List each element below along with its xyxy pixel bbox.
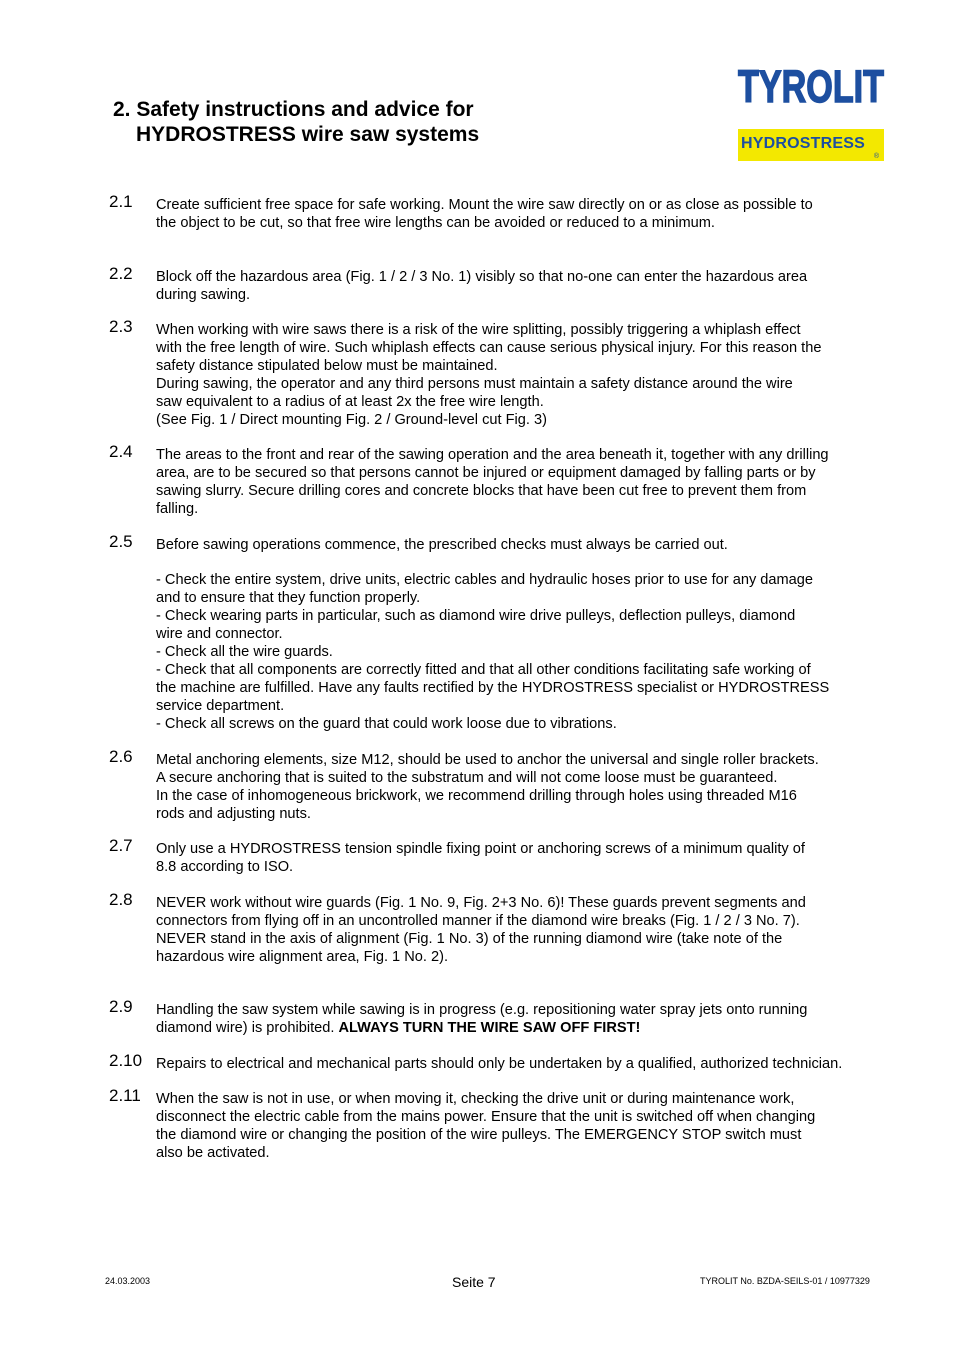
item-text: Block off the hazardous area (Fig. 1 / 2 / 3 No. 1) visibly so that no-one can enter the hazardous area during sawing. bbox=[156, 269, 808, 303]
tyrolit-wordmark bbox=[736, 56, 886, 116]
registered-mark: ® bbox=[873, 153, 879, 160]
hydrostress-bar bbox=[738, 129, 884, 161]
warning-text: ALWAYS TURN THE WIRE SAW OFF FIRST! bbox=[338, 1020, 641, 1036]
item-text: Repairs to electrical and mechanical parts should only be undertaken by a qualified, authorized technician. bbox=[156, 1056, 843, 1072]
checks-list: - Check the entire system, drive units, electric cables and hydraulic hoses prior to use for any damage and to ensure that they function properly. - Check wearing parts in particular, such as diamond wire drive pulleys, deflection pulleys, diamond wire and connector. - Check all the wire guards. - Check that all components are correctly fitted and that all other conditions facilitating safe working of the machine are fulfilled. Have any faults rectified by the HYDROSTRESS specialist or HYDROSTRESS service department. - Check all screws on the guard that could work loose due to vibrations. bbox=[156, 572, 830, 732]
item-text bbox=[156, 1001, 919, 1037]
item-text: NEVER work without wire guards (Fig. 1 No. 9, Fig. 2+3 No. 6)! These guards prevent segments and connectors from flying off in an uncontrolled manner if the diamond wire breaks (Fig. 1 / 2 / 3 No. 7). NEVER stand in the axis of alignment (Fig. 1 No. 3) of the running diamond wire (take note of the hazardous wire alignment area, Fig. 1 No. 2). bbox=[156, 895, 806, 965]
item-text: When working with wire saws there is a risk of the wire splitting, possibly triggering a whiplash effect with the free length of wire. Such whiplash effects can cause serious physical injury. For this reason the safety distance stipulated below must be maintained. During sawing, the operator and any third persons must maintain a safety distance around the wire saw equivalent to a radius of at least 2x the free wire length. (See Fig. 1 / Direct mounting Fig. 2 / Ground-level cut Fig. 3) bbox=[156, 322, 822, 428]
item-number: 2.8 bbox=[109, 890, 133, 909]
instruction-item bbox=[109, 1051, 919, 1073]
title-line-1: 2. Safety instructions and advice for bbox=[113, 98, 474, 121]
instruction-item bbox=[109, 1086, 919, 1162]
footer-page-number: Seite 7 bbox=[452, 1274, 496, 1290]
instruction-item bbox=[109, 747, 919, 823]
item-number: 2.7 bbox=[109, 836, 133, 855]
item-text: When the saw is not in use, or when moving it, checking the drive unit or during maintenance work, disconnect the electric cable from the mains power. Ensure that the unit is switched off when changing the diamond wire or changing the position of the wire pulleys. The EMERGENCY STOP switch must also be activated. bbox=[156, 1091, 816, 1161]
page-title bbox=[113, 97, 479, 147]
item-text: Create sufficient free space for safe working. Mount the wire saw directly on or as close as possible to the object to be cut, so that free wire lengths can be avoided or reduced to a minimum. bbox=[156, 197, 813, 231]
instruction-item bbox=[109, 836, 919, 876]
instruction-item bbox=[109, 532, 919, 554]
tyrolit-hydrostress-logo bbox=[736, 56, 886, 162]
instruction-item bbox=[109, 997, 919, 1037]
footer-document-ref: TYROLIT No. BZDA-SEILS-01 / 10977329 bbox=[700, 1276, 870, 1286]
instruction-item bbox=[109, 192, 919, 232]
footer-date: 24.03.2003 bbox=[105, 1276, 151, 1286]
tyrolit-word-text: TYROLIT bbox=[738, 61, 884, 112]
title-line-2: HYDROSTRESS wire saw systems bbox=[136, 123, 480, 146]
item-text: Metal anchoring elements, size M12, should be used to anchor the universal and single roller brackets. A secure anchoring that is suited to the substratum and will not come loose must be guaranteed. In the case of inhomogeneous brickwork, we recommend drilling through holes using threaded M16 rods and adjusting nuts. bbox=[156, 752, 819, 822]
item-number: 2.4 bbox=[109, 442, 133, 461]
instruction-item bbox=[109, 890, 919, 966]
hydrostress-brand-text: HYDROSTRESS bbox=[741, 135, 865, 152]
item-text-plain: Handling the saw system while sawing is in progress (e.g. repositioning water spray jets onto running diamond wire) is prohibited. bbox=[156, 1002, 808, 1036]
item-text: Only use a HYDROSTRESS tension spindle fixing point or anchoring screws of a minimum quality of 8.8 according to ISO. bbox=[156, 841, 805, 875]
item-number: 2.1 bbox=[109, 192, 133, 211]
instruction-item bbox=[109, 442, 919, 518]
item-number: 2.2 bbox=[109, 264, 133, 283]
item-number: 2.5 bbox=[109, 532, 133, 551]
instruction-item bbox=[109, 264, 919, 304]
item-number: 2.9 bbox=[109, 997, 133, 1016]
item-number: 2.6 bbox=[109, 747, 133, 766]
instruction-item bbox=[109, 317, 919, 429]
item-number: 2.11 bbox=[109, 1086, 141, 1105]
item-text: The areas to the front and rear of the sawing operation and the area beneath it, together with any drilling area, are to be secured so that persons cannot be injured or equipment damaged by falling parts or by sawing slurry. Secure drilling cores and concrete blocks that have been cut free to prevent them from falling. bbox=[156, 447, 829, 517]
item-number: 2.10 bbox=[109, 1051, 143, 1070]
item-text: Before sawing operations commence, the prescribed checks must always be carried out. bbox=[156, 537, 728, 553]
item-number: 2.3 bbox=[109, 317, 133, 336]
